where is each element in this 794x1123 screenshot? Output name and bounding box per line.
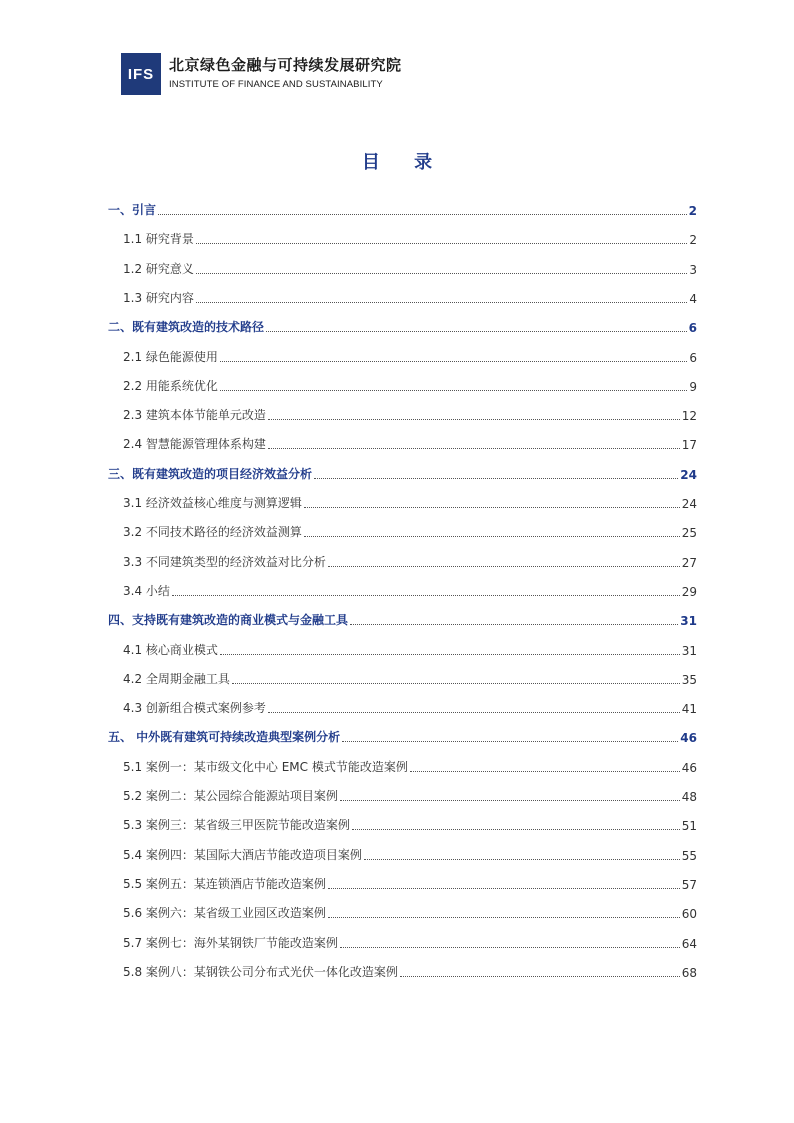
toc-entry-label: 五、 中外既有建筑可持续改造典型案例分析 — [108, 730, 341, 745]
org-name-en: INSTITUTE OF FINANCE AND SUSTAINABILITY — [169, 79, 383, 90]
toc-entry-label: 5.4 案例四：某国际大酒店节能改造项目案例 — [123, 847, 362, 862]
toc-section-entry[interactable] — [108, 518, 697, 540]
toc-chapter-entry[interactable] — [108, 460, 697, 482]
toc-entry-label: 3.1 经济效益核心维度与测算逻辑 — [123, 496, 302, 510]
toc-entry-page-number: 29 — [681, 584, 697, 599]
toc-entry-label: 5.6 案例六：某省级工业园区改造案例 — [123, 906, 326, 921]
toc-dot-leader — [220, 653, 680, 655]
toc-section-entry[interactable] — [108, 899, 697, 921]
toc-section-entry[interactable] — [108, 694, 697, 716]
toc-entry-page-number: 51 — [681, 819, 697, 834]
toc-section-entry[interactable] — [108, 958, 697, 980]
toc-entry-page-number: 31 — [680, 614, 697, 629]
toc-entry-page-number: 3 — [689, 262, 697, 277]
toc-entry-page-number: 55 — [681, 848, 697, 863]
toc-chapter-entry[interactable] — [108, 723, 697, 745]
toc-dot-leader — [340, 799, 680, 801]
toc-dot-leader — [364, 858, 680, 860]
toc-section-entry[interactable] — [108, 372, 697, 394]
toc-entry-label: 5.2 案例二：某公园综合能源站项目案例 — [123, 789, 338, 803]
toc-entry-label: 5.8 案例八：某钢铁公司分布式光伏一体化改造案例 — [123, 964, 398, 979]
toc-section-entry[interactable] — [108, 929, 697, 951]
toc-dot-leader — [268, 447, 680, 449]
toc-entry-label: 二、既有建筑改造的技术路径 — [108, 320, 265, 335]
toc-entry-page-number: 48 — [681, 790, 697, 804]
toc-dot-leader — [352, 828, 680, 830]
toc-dot-leader — [196, 301, 687, 303]
toc-entry-page-number: 24 — [680, 467, 697, 482]
toc-entry-page-number: 2 — [689, 233, 697, 248]
toc-entry-page-number: 46 — [680, 731, 697, 746]
toc-entry-label: 2.2 用能系统优化 — [123, 378, 218, 393]
toc-entry-page-number: 9 — [689, 379, 697, 394]
toc-section-entry[interactable] — [108, 489, 697, 511]
toc-dot-leader — [342, 740, 678, 742]
toc-entry-label: 2.4 智慧能源管理体系构建 — [123, 437, 266, 452]
toc-entry-page-number: 46 — [681, 760, 697, 775]
toc-entry-label: 三、既有建筑改造的项目经济效益分析 — [108, 466, 313, 481]
toc-entry-page-number: 6 — [689, 350, 697, 365]
toc-section-entry[interactable] — [108, 548, 697, 570]
toc-dot-leader — [196, 272, 687, 274]
toc-section-entry[interactable] — [108, 782, 697, 804]
toc-chapter-entry[interactable] — [108, 313, 697, 335]
toc-entry-label: 3.2 不同技术路径的经济效益测算 — [123, 525, 302, 540]
toc-entry-page-number: 27 — [681, 555, 697, 570]
toc-entry-label: 5.7 案例七：海外某钢铁厂节能改造案例 — [123, 935, 338, 950]
toc-entry-page-number: 12 — [681, 409, 697, 424]
toc-chapter-entry[interactable] — [108, 196, 697, 218]
toc-entry-label: 一、引言 — [108, 203, 157, 217]
toc-entry-page-number: 25 — [681, 526, 697, 541]
ifs-logo — [121, 53, 161, 95]
toc-section-entry[interactable] — [108, 284, 697, 306]
toc-entry-label: 四、支持既有建筑改造的商业模式与金融工具 — [108, 613, 349, 628]
toc-dot-leader — [350, 623, 678, 625]
toc-dot-leader — [328, 887, 680, 889]
toc-dot-leader — [172, 594, 680, 596]
toc-section-entry[interactable] — [108, 636, 697, 658]
toc-dot-leader — [314, 477, 678, 479]
toc-entry-page-number: 35 — [681, 672, 697, 687]
toc-entry-page-number: 68 — [681, 965, 697, 980]
toc-section-entry[interactable] — [108, 811, 697, 833]
toc-title: 目 录 — [361, 152, 447, 173]
toc-section-entry[interactable] — [108, 401, 697, 423]
toc-dot-leader — [268, 418, 680, 420]
toc-section-entry[interactable] — [108, 255, 697, 277]
toc-chapter-entry[interactable] — [108, 606, 697, 628]
toc-entry-label: 1.3 研究内容 — [123, 290, 194, 305]
toc-section-entry[interactable] — [108, 430, 697, 452]
toc-entry-label: 5.5 案例五：某连锁酒店节能改造案例 — [123, 876, 326, 891]
toc-entry-page-number: 24 — [681, 497, 697, 511]
org-name-cn: 北京绿色金融与可持续发展研究院 — [169, 56, 402, 74]
toc-entry-label: 1.2 研究意义 — [123, 261, 194, 276]
toc-entry-label: 5.3 案例三：某省级三甲医院节能改造案例 — [123, 818, 350, 833]
toc-entry-label: 4.2 全周期金融工具 — [123, 671, 230, 686]
toc-dot-leader — [410, 770, 680, 772]
toc-entry-label: 4.1 核心商业模式 — [123, 642, 218, 657]
toc-entry-page-number: 41 — [681, 702, 697, 717]
toc-dot-leader — [268, 711, 680, 713]
toc-section-entry[interactable] — [108, 577, 697, 599]
toc-dot-leader — [220, 360, 687, 362]
toc-entry-page-number: 17 — [681, 438, 697, 453]
toc-entry-label: 3.3 不同建筑类型的经济效益对比分析 — [123, 554, 326, 569]
toc-entry-page-number: 64 — [681, 936, 697, 951]
toc-section-entry[interactable] — [108, 225, 697, 247]
toc-entry-page-number: 4 — [689, 291, 697, 306]
toc-section-entry[interactable] — [108, 870, 697, 892]
toc-entry-label: 1.1 研究背景 — [123, 232, 194, 247]
toc-dot-leader — [220, 389, 687, 391]
toc-entry-page-number: 2 — [688, 204, 697, 218]
toc-dot-leader — [328, 565, 680, 567]
toc-dot-leader — [232, 682, 680, 684]
toc-section-entry[interactable] — [108, 753, 697, 775]
toc-entry-page-number: 57 — [681, 877, 697, 892]
toc-dot-leader — [158, 213, 687, 215]
toc-entry-label: 2.1 绿色能源使用 — [123, 349, 218, 364]
toc-entry-label: 5.1 案例一：某市级文化中心 EMC 模式节能改造案例 — [123, 759, 408, 774]
toc-dot-leader — [266, 330, 687, 332]
toc-dot-leader — [304, 535, 680, 537]
toc-dot-leader — [304, 506, 680, 508]
toc-entry-label: 4.3 创新组合模式案例参考 — [123, 701, 266, 716]
toc-entry-label: 2.3 建筑本体节能单元改造 — [123, 408, 266, 423]
toc-entry-page-number: 31 — [681, 643, 697, 658]
toc-entry-label: 3.4 小结 — [123, 583, 170, 598]
toc-section-entry[interactable] — [108, 343, 697, 365]
toc-entry-page-number: 6 — [688, 321, 697, 336]
toc-dot-leader — [340, 946, 680, 948]
toc-dot-leader — [400, 975, 680, 977]
toc-entry-page-number: 60 — [681, 907, 697, 922]
logo-abbrev: IFS — [127, 65, 155, 83]
toc-dot-leader — [328, 916, 680, 918]
toc-dot-leader — [196, 242, 687, 244]
toc-section-entry[interactable] — [108, 665, 697, 687]
org-name — [169, 55, 402, 93]
toc-section-entry[interactable] — [108, 841, 697, 863]
